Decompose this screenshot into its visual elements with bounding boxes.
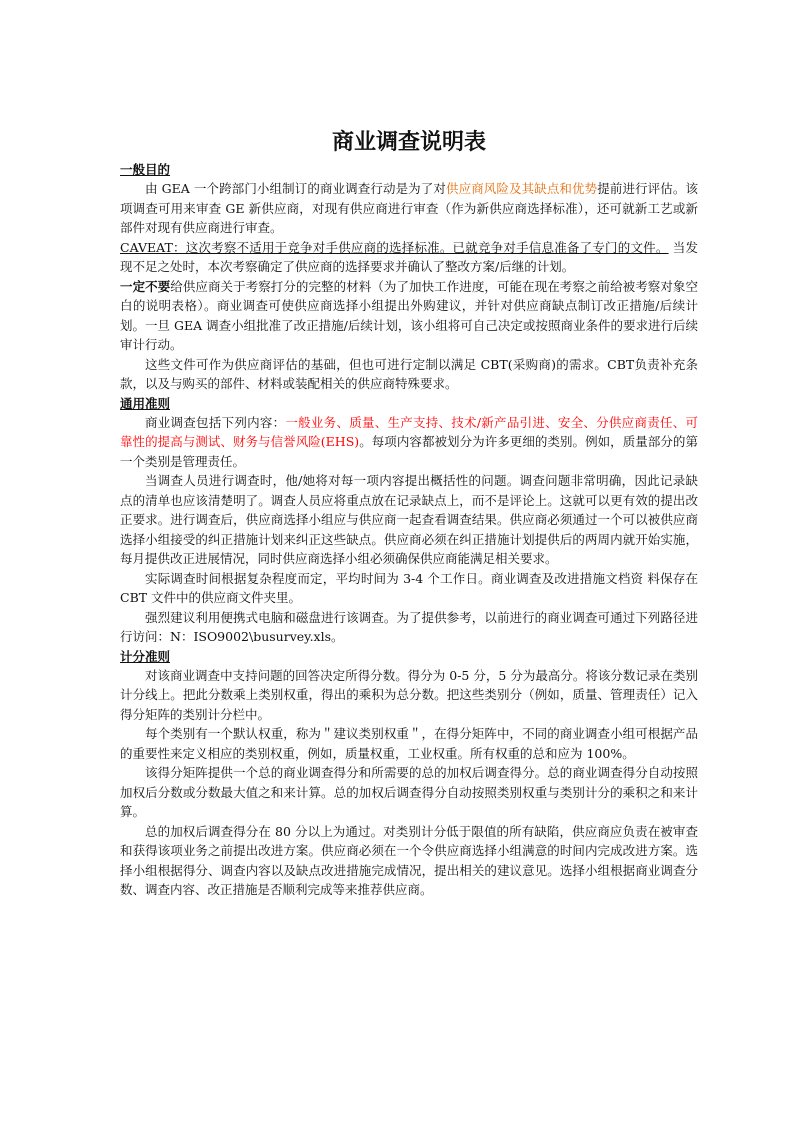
purpose-paragraph-2 (120, 238, 698, 277)
general-paragraph-4: 强烈建议利用便携式电脑和磁盘进行该调查。为了提供参考，以前进行的商业调查可通过下列路径进行访问：N：ISO9002\busurvey.xls。 (120, 609, 698, 644)
text-run: 。每项内容都被划分为许多更细的类别。例如，质量部分的第一个类别是管理责任。 (120, 434, 698, 469)
scoring-paragraph-1: 对该商业调查中支持问题的回答决定所得分数。得分为 0-5 分，5 分为最高分。将该分数记录在类别计分线上。把此分数乘上类别权重，得出的乘积为总分数。把这些类别分（例如，质量、管理责任）记入得分矩阵的类别计分栏中。 (120, 667, 698, 722)
emphasis-text: 一定不要 (120, 278, 171, 294)
document-page (120, 128, 698, 900)
scoring-paragraph-4: 总的加权后调查得分在 80 分以上为通过。对类别计分低于限值的所有缺陷，供应商应负责在被审查和获得该项业务之前提出改进方案。供应商必须在一个令供应商选择小组满意的时间内完成改进方案。选择小组根据得分、调查内容以及缺点改进措施完成情况，提出相关的建议意见。选择小组根据商业调查分数、调查内容、改正措施是否顺利完成等来推荐供应商。 (120, 823, 698, 897)
section-heading-scoring: 计分准则 (120, 648, 171, 664)
purpose-paragraph-3 (120, 277, 698, 355)
highlight-text: 供应商风险及其缺点和优势 (445, 181, 598, 196)
section-general (120, 394, 698, 647)
highlight-text: 一般业务、质量、生产支持、技术/新产品引进、安全、分供应商责任、可靠性的提高与测试、财务与信誉风险(EHS) (120, 414, 698, 449)
text-run: 由 GEA 一个跨部门小组制订的商业调查行动是为了对 (145, 181, 446, 196)
section-heading-general: 通用准则 (120, 395, 171, 411)
text-run: 提前进行评估。该项调查可用来审查 GE 新供应商，对现有供应商进行审查（作为新供应商选择标准），还可就新工艺或新部件对现有供应商进行审查。 (120, 181, 698, 235)
section-scoring (120, 647, 698, 900)
text-run: 当发现不足之处时，本次考察确定了供应商的选择要求并确认了整改方案/后继的计划。 (120, 239, 698, 274)
general-paragraph-1 (120, 413, 698, 472)
purpose-paragraph-4: 这些文件可作为供应商评估的基础，但也可进行定制以满足 CBT(采购商)的需求。CBT负责补充条款，以及与购买的部件、材料或装配相关的供应商特殊要求。 (120, 356, 698, 391)
text-run: 给供应商关于考察打分的完整的材料（为了加快工作进度，可能在现在考察之前给被考察对象空白的说明表格）。商业调查可使供应商选择小组提出外购建议，并针对供应商缺点制订改正措施/后续计划。一旦 GEA 调查小组批准了改正措施/后续计划，该小组将可自己决定或按照商业条件的要求进行后续审计行动。 (120, 278, 698, 352)
general-paragraph-3: 实际调查时间根据复杂程度而定，平均时间为 3-4 个工作日。商业调查及改进措施文档资 料保存在 CBT 文件中的供应商文件夹里。 (120, 570, 698, 605)
scoring-paragraph-2: 每个类别有一个默认权重，称为＂建议类别权重＂，在得分矩阵中，不同的商业调查小组可根据产品的重要性来定义相应的类别权重，例如，质量权重，工业权重。所有权重的总和应为 100%。 (120, 726, 698, 761)
section-heading-purpose: 一般目的 (120, 162, 171, 177)
document-title: 商业调查说明表 (331, 130, 486, 155)
caveat-text: CAVEAT：这次考察不适用于竞争对手供应商的选择标准。已就竞争对手信息准备了专门的文件。 (120, 239, 669, 255)
scoring-paragraph-3: 该得分矩阵提供一个总的商业调查得分和所需要的总的加权后调查得分。总的商业调查得分自动按照加权后分数或分数最大值之和来计算。总的加权后调查得分自动按照类别权重与类别计分的乘积之和来计算。 (120, 765, 698, 819)
section-purpose (120, 160, 698, 394)
text-run: 商业调查包括下列内容： (145, 414, 286, 430)
purpose-paragraph-1 (120, 179, 698, 238)
general-paragraph-2: 当调查人员进行调查时，他/她将对每一项内容提出概括性的问题。调查问题非常明确，因此记录缺点的清单也应该清楚明了。调查人员应将重点放在记录缺点上，而不是评论上。这就可以更有效的提出改正要求。进行调查后，供应商选择小组应与供应商一起查看调查结果。供应商必须通过一个可以被供应商选择小组接受的纠正措施计划来纠正这些缺点。供应商必须在纠正措施计划提供后的两周内就开始实施，每月提供改正进展情况，同时供应商选择小组必须确保供应商能满足相关要求。 (120, 473, 698, 566)
